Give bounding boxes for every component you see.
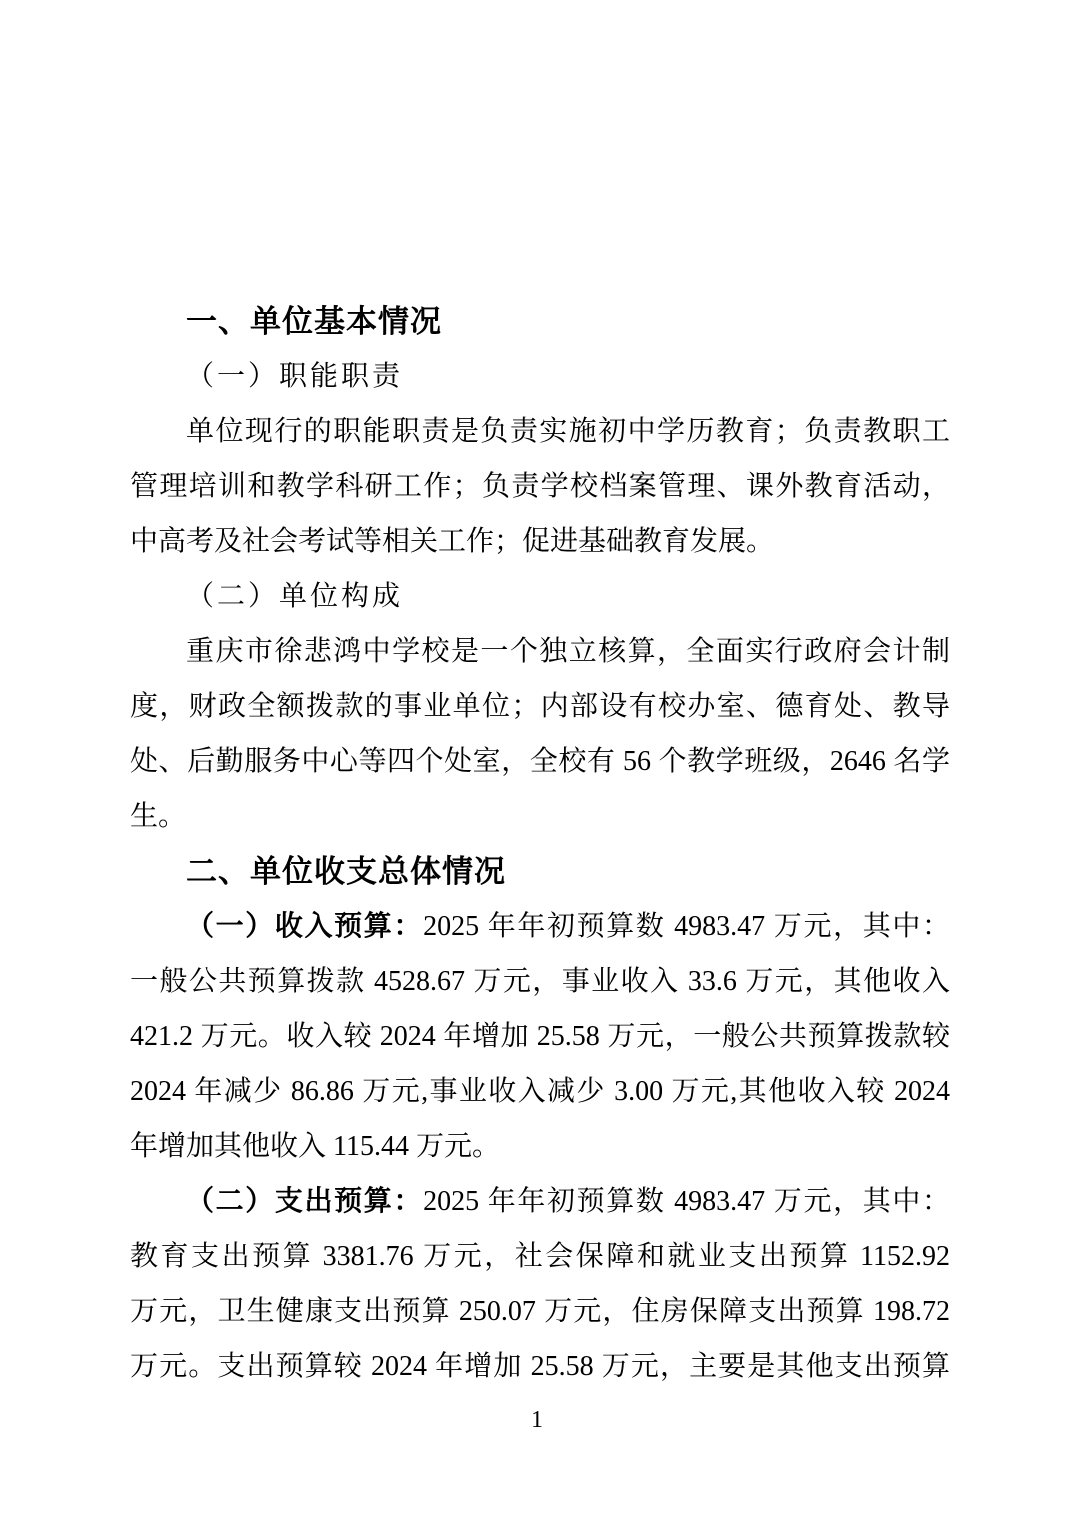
paragraph-composition-line: 重庆市徐悲鸿中学校是一个独立核算，全面实行政府会计制 (186, 636, 950, 667)
paragraph-duties-line: 单位现行的职能职责是负责实施初中学历教育；负责教职工 (186, 416, 950, 447)
expense-budget-text: 2025 年年初预算数 4983.47 万元，其中： (423, 1186, 950, 1217)
income-budget-text: 2025 年年初预算数 4983.47 万元，其中： (423, 911, 950, 942)
paragraph-duties-line: 管理培训和教学科研工作；负责学校档案管理、课外教育活动， (130, 471, 950, 502)
paragraph-expense-line: 教育支出预算 3381.76 万元，社会保障和就业支出预算 1152.92 (130, 1241, 950, 1272)
paragraph-duties-line: 中高考及社会考试等相关工作；促进基础教育发展。 (130, 526, 775, 557)
paragraph-income-line (130, 899, 950, 954)
paragraph-expense-line: 万元，卫生健康支出预算 250.07 万元，住房保障支出预算 198.72 (130, 1296, 950, 1327)
paragraph-expense-line (130, 1174, 950, 1229)
paragraph-income-line: 年增加其他收入 115.44 万元。 (130, 1131, 500, 1162)
subsection-heading-composition: （二）单位构成 (186, 581, 404, 612)
document-content (130, 294, 950, 1394)
page-number: 1 (531, 1407, 543, 1433)
paragraph-income-line: 2024 年减少 86.86 万元,事业收入减少 3.00 万元,其他收入较 2024 (130, 1076, 950, 1107)
paragraph-composition-line: 处、后勤服务中心等四个处室，全校有 56 个教学班级，2646 名学 (130, 746, 950, 777)
expense-budget-label: （二）支出预算： (186, 1186, 424, 1217)
paragraph-income-line: 421.2 万元。收入较 2024 年增加 25.58 万元，一般公共预算拨款较 (130, 1021, 950, 1052)
section-heading-budget-overview: 二、单位收支总体情况 (186, 854, 506, 889)
paragraph-composition-line: 生。 (130, 801, 187, 832)
paragraph-composition-line: 度，财政全额拨款的事业单位；内部设有校办室、德育处、教导 (130, 691, 950, 722)
subsection-heading-duties: （一）职能职责 (186, 361, 404, 392)
section-heading-basic-info: 一、单位基本情况 (186, 304, 442, 339)
income-budget-label: （一）收入预算： (186, 911, 424, 942)
paragraph-income-line: 一般公共预算拨款 4528.67 万元，事业收入 33.6 万元，其他收入 (130, 966, 950, 997)
paragraph-expense-line: 万元。支出预算较 2024 年增加 25.58 万元，主要是其他支出预算 (130, 1351, 950, 1382)
